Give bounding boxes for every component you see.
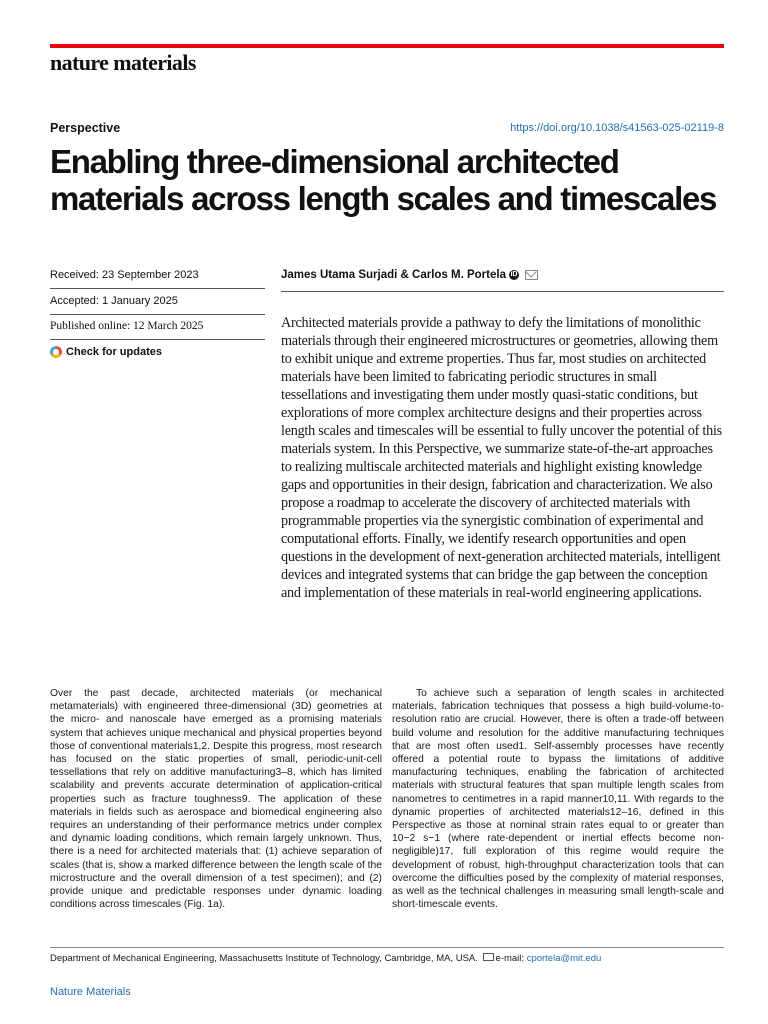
authors-text: James Utama Surjadi & Carlos M. Portela xyxy=(281,269,506,281)
accepted-date: Accepted: 1 January 2025 xyxy=(50,295,265,315)
published-date: Published online: 12 March 2025 xyxy=(50,320,265,340)
check-for-updates-button[interactable] xyxy=(50,346,265,358)
body-column-right: To achieve such a separation of length scales in architected materials, fabrication techniques that possess a high build-volume-to-resolution ratio are crucial. However, there is often a trade-off between build volume and resolution for the additive manufacturing techniques that are most often used1. Self-assembly processes have recently offered a potential route to bypass the limitations of additive manufacturing techniques, enabling the fabrication of architected materials with structural features that span multiple length scales from nanometres to centimetres in a rapid manner10,11. With regards to the dynamic properties of architected materials12–16, defined in this Perspective as those at nominal strain rates equal to or greater than 10−2 s−1 (where rate-dependent or inertial effects become non-negligible)17, full exploration of this regime would require the development of robust, high-throughput characterization tools that can overcome the difficulties posed by the complexity of material responses, as well as the technical challenges in measuring small length-scale and short-timescale events. xyxy=(392,688,724,911)
journal-accent-bar xyxy=(50,44,724,48)
affiliation-footnote xyxy=(50,953,601,964)
envelope-icon xyxy=(483,953,494,961)
journal-logo[interactable]: nature materials xyxy=(50,50,196,75)
orcid-icon[interactable]: iD xyxy=(510,271,518,278)
footer-journal-name[interactable]: Nature Materials xyxy=(50,986,131,998)
article-type: Perspective xyxy=(50,121,121,135)
email-link[interactable]: cportela@mit.edu xyxy=(526,953,602,964)
check-updates-icon xyxy=(50,346,62,358)
author-divider xyxy=(281,291,724,292)
check-updates-label: Check for updates xyxy=(66,346,162,358)
received-date: Received: 23 September 2023 xyxy=(50,269,265,289)
affiliation-text: Department of Mechanical Engineering, Massachusetts Institute of Technology, Cambridge, MA, USA. xyxy=(50,953,478,964)
email-label: e-mail: xyxy=(495,953,525,964)
email-icon[interactable] xyxy=(525,270,538,280)
doi-link[interactable]: https://doi.org/10.1038/s41563-025-02119-8 xyxy=(510,122,724,134)
abstract: Architected materials provide a pathway to defy the limitations of monolithic materials through their engineered microstructures or geometries, allowing them to exhibit unique and extreme properties. Thus far, most studies on architected materials have been limited to fabricating periodic structures in small tessellations and investigating them under mostly quasi-static conditions, but explorations of more complex architecture designs and their properties across length scales and timescales will be essential to fully uncover the potential of this materials system. In this Perspective, we summarize state-of-the-art approaches to realizing multiscale architected materials and highlight existing knowledge gaps and opportunities in their design, fabrication and characterization. We also propose a roadmap to accelerate the discovery of architected materials with programmable properties via the synergistic combination of experimental and computational efforts. Finally, we identify research opportunities and open questions in the development of next-generation architected materials, intelligent devices and integrated systems that can bridge the gap between the conception and implementation of these materials in real-world engineering applications. xyxy=(281,315,722,601)
footnote-divider xyxy=(50,947,724,948)
body-column-left: Over the past decade, architected materials (or mechanical metamaterials) with engineered three-dimensional (3D) geometries at the micro- and nanoscale have emerged as a promising materials system that achieves unique mechanical and physical properties beyond those of conventional materials1,2. Despite this progress, most research has focused on the static properties of small, periodic-unit-cell tessellations that rely on additive manufacturing3–8, which has limited scalability and prevents accurate determination of application-critical properties such as fracture toughness9. The application of these materials in fields such as aerospace and biomedical engineering also requires an understanding of their performance metrics under complex and dynamic loading conditions, which remain largely unknown. Thus, there is a need for architected materials that: (1) achieve separation of scales (that is, show a marked difference between the length scale of the microstructure and the overall dimension of a test specimen); and (2) provide unique and predictable responses under dynamic loading conditions across timescales (Fig. 1a). xyxy=(50,688,382,911)
article-title: Enabling three-dimensional architected materials across length scales and timescales xyxy=(50,143,717,217)
author-list xyxy=(281,269,538,281)
